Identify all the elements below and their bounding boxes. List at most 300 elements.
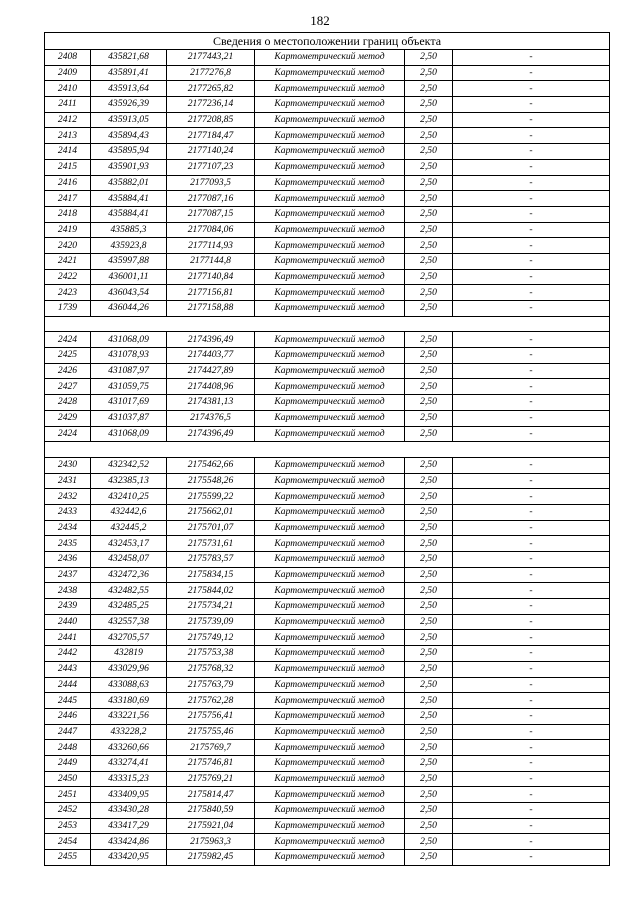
x-coordinate-cell: 435997,88 xyxy=(91,253,167,269)
table-row xyxy=(45,301,610,317)
point-number-cell: 2410 xyxy=(45,81,91,97)
table-row xyxy=(45,599,610,615)
method-cell: Картометрический метод xyxy=(255,97,405,113)
description-cell: - xyxy=(453,504,610,520)
accuracy-cell: 2,50 xyxy=(405,473,453,489)
accuracy-cell: 2,50 xyxy=(405,348,453,364)
y-coordinate-cell: 2177276,8 xyxy=(167,65,255,81)
point-number-cell: 2437 xyxy=(45,567,91,583)
x-coordinate-cell: 432385,13 xyxy=(91,473,167,489)
x-coordinate-cell: 433274,41 xyxy=(91,755,167,771)
method-cell: Картометрический метод xyxy=(255,630,405,646)
point-number-cell: 1739 xyxy=(45,301,91,317)
table-row xyxy=(45,787,610,803)
x-coordinate-cell: 433228,2 xyxy=(91,724,167,740)
description-cell: - xyxy=(453,457,610,473)
description-cell: - xyxy=(453,269,610,285)
y-coordinate-cell: 2177236,14 xyxy=(167,97,255,113)
method-cell: Картометрический метод xyxy=(255,65,405,81)
x-coordinate-cell: 432472,36 xyxy=(91,567,167,583)
y-coordinate-cell: 2174403,77 xyxy=(167,348,255,364)
description-cell: - xyxy=(453,332,610,348)
table-row xyxy=(45,81,610,97)
description-cell: - xyxy=(453,253,610,269)
table-row xyxy=(45,65,610,81)
method-cell: Картометрический метод xyxy=(255,599,405,615)
table-row xyxy=(45,661,610,677)
y-coordinate-cell: 2177140,84 xyxy=(167,269,255,285)
method-cell: Картометрический метод xyxy=(255,771,405,787)
table-row xyxy=(45,504,610,520)
description-cell: - xyxy=(453,803,610,819)
accuracy-cell: 2,50 xyxy=(405,222,453,238)
y-coordinate-cell: 2174376,5 xyxy=(167,410,255,426)
method-cell: Картометрический метод xyxy=(255,301,405,317)
accuracy-cell: 2,50 xyxy=(405,206,453,222)
point-number-cell: 2411 xyxy=(45,97,91,113)
y-coordinate-cell: 2175768,32 xyxy=(167,661,255,677)
point-number-cell: 2424 xyxy=(45,426,91,442)
table-row xyxy=(45,536,610,552)
accuracy-cell: 2,50 xyxy=(405,630,453,646)
accuracy-cell: 2,50 xyxy=(405,65,453,81)
point-number-cell: 2430 xyxy=(45,457,91,473)
table-row xyxy=(45,159,610,175)
point-number-cell: 2443 xyxy=(45,661,91,677)
method-cell: Картометрический метод xyxy=(255,489,405,505)
accuracy-cell: 2,50 xyxy=(405,708,453,724)
point-number-cell: 2409 xyxy=(45,65,91,81)
x-coordinate-cell: 431068,09 xyxy=(91,332,167,348)
y-coordinate-cell: 2177144,8 xyxy=(167,253,255,269)
table-row xyxy=(45,238,610,254)
point-number-cell: 2451 xyxy=(45,787,91,803)
point-number-cell: 2454 xyxy=(45,834,91,850)
method-cell: Картометрический метод xyxy=(255,583,405,599)
table-row xyxy=(45,520,610,536)
point-number-cell: 2442 xyxy=(45,646,91,662)
x-coordinate-cell: 433430,28 xyxy=(91,803,167,819)
accuracy-cell: 2,50 xyxy=(405,724,453,740)
description-cell: - xyxy=(453,693,610,709)
accuracy-cell: 2,50 xyxy=(405,301,453,317)
point-number-cell: 2427 xyxy=(45,379,91,395)
description-cell: - xyxy=(453,175,610,191)
y-coordinate-cell: 2177158,88 xyxy=(167,301,255,317)
accuracy-cell: 2,50 xyxy=(405,489,453,505)
point-number-cell: 2429 xyxy=(45,410,91,426)
y-coordinate-cell: 2175834,15 xyxy=(167,567,255,583)
x-coordinate-cell: 433424,86 xyxy=(91,834,167,850)
y-coordinate-cell: 2175769,21 xyxy=(167,771,255,787)
point-number-cell: 2412 xyxy=(45,112,91,128)
accuracy-cell: 2,50 xyxy=(405,112,453,128)
description-cell: - xyxy=(453,708,610,724)
point-number-cell: 2433 xyxy=(45,504,91,520)
description-cell: - xyxy=(453,285,610,301)
method-cell: Картометрический метод xyxy=(255,646,405,662)
method-cell: Картометрический метод xyxy=(255,410,405,426)
table-row xyxy=(45,583,610,599)
method-cell: Картометрический метод xyxy=(255,379,405,395)
table-row xyxy=(45,410,610,426)
description-cell: - xyxy=(453,724,610,740)
x-coordinate-cell: 432442,6 xyxy=(91,504,167,520)
table-row xyxy=(45,50,610,66)
description-cell: - xyxy=(453,567,610,583)
accuracy-cell: 2,50 xyxy=(405,144,453,160)
method-cell: Картометрический метод xyxy=(255,159,405,175)
x-coordinate-cell: 433315,23 xyxy=(91,771,167,787)
x-coordinate-cell: 435884,41 xyxy=(91,206,167,222)
method-cell: Картометрический метод xyxy=(255,206,405,222)
accuracy-cell: 2,50 xyxy=(405,175,453,191)
table-row xyxy=(45,850,610,866)
point-number-cell: 2432 xyxy=(45,489,91,505)
accuracy-cell: 2,50 xyxy=(405,787,453,803)
table-row xyxy=(45,426,610,442)
method-cell: Картометрический метод xyxy=(255,285,405,301)
x-coordinate-cell: 432410,25 xyxy=(91,489,167,505)
y-coordinate-cell: 2174408,96 xyxy=(167,379,255,395)
description-cell: - xyxy=(453,159,610,175)
accuracy-cell: 2,50 xyxy=(405,818,453,834)
accuracy-cell: 2,50 xyxy=(405,661,453,677)
point-number-cell: 2408 xyxy=(45,50,91,66)
x-coordinate-cell: 433029,96 xyxy=(91,661,167,677)
point-number-cell: 2436 xyxy=(45,552,91,568)
separator-cell xyxy=(45,442,610,458)
description-cell: - xyxy=(453,395,610,411)
method-cell: Картометрический метод xyxy=(255,253,405,269)
description-cell: - xyxy=(453,583,610,599)
table-row xyxy=(45,771,610,787)
accuracy-cell: 2,50 xyxy=(405,599,453,615)
x-coordinate-cell: 431059,75 xyxy=(91,379,167,395)
description-cell: - xyxy=(453,473,610,489)
method-cell: Картометрический метод xyxy=(255,504,405,520)
table-row xyxy=(45,834,610,850)
method-cell: Картометрический метод xyxy=(255,112,405,128)
description-cell: - xyxy=(453,599,610,615)
accuracy-cell: 2,50 xyxy=(405,457,453,473)
point-number-cell: 2420 xyxy=(45,238,91,254)
table-row xyxy=(45,379,610,395)
accuracy-cell: 2,50 xyxy=(405,583,453,599)
table-row xyxy=(45,646,610,662)
y-coordinate-cell: 2175814,47 xyxy=(167,787,255,803)
table-row xyxy=(45,567,610,583)
accuracy-cell: 2,50 xyxy=(405,253,453,269)
table-row xyxy=(45,803,610,819)
point-number-cell: 2413 xyxy=(45,128,91,144)
method-cell: Картометрический метод xyxy=(255,238,405,254)
description-cell: - xyxy=(453,238,610,254)
description-cell: - xyxy=(453,536,610,552)
description-cell: - xyxy=(453,677,610,693)
x-coordinate-cell: 433180,69 xyxy=(91,693,167,709)
method-cell: Картометрический метод xyxy=(255,567,405,583)
accuracy-cell: 2,50 xyxy=(405,614,453,630)
method-cell: Картометрический метод xyxy=(255,834,405,850)
accuracy-cell: 2,50 xyxy=(405,379,453,395)
x-coordinate-cell: 435891,41 xyxy=(91,65,167,81)
y-coordinate-cell: 2177265,82 xyxy=(167,81,255,97)
x-coordinate-cell: 433221,56 xyxy=(91,708,167,724)
y-coordinate-cell: 2175844,02 xyxy=(167,583,255,599)
point-number-cell: 2447 xyxy=(45,724,91,740)
description-cell: - xyxy=(453,630,610,646)
description-cell: - xyxy=(453,426,610,442)
description-cell: - xyxy=(453,65,610,81)
accuracy-cell: 2,50 xyxy=(405,128,453,144)
point-number-cell: 2417 xyxy=(45,191,91,207)
x-coordinate-cell: 432445,2 xyxy=(91,520,167,536)
point-number-cell: 2445 xyxy=(45,693,91,709)
table-row xyxy=(45,253,610,269)
accuracy-cell: 2,50 xyxy=(405,850,453,866)
table-row xyxy=(45,755,610,771)
x-coordinate-cell: 436001,11 xyxy=(91,269,167,285)
description-cell: - xyxy=(453,850,610,866)
x-coordinate-cell: 435895,94 xyxy=(91,144,167,160)
description-cell: - xyxy=(453,740,610,756)
table-row xyxy=(45,363,610,379)
method-cell: Картометрический метод xyxy=(255,552,405,568)
table-row xyxy=(45,222,610,238)
y-coordinate-cell: 2175746,81 xyxy=(167,755,255,771)
point-number-cell: 2425 xyxy=(45,348,91,364)
accuracy-cell: 2,50 xyxy=(405,536,453,552)
accuracy-cell: 2,50 xyxy=(405,410,453,426)
table-row xyxy=(45,128,610,144)
y-coordinate-cell: 2175921,04 xyxy=(167,818,255,834)
method-cell: Картометрический метод xyxy=(255,818,405,834)
point-number-cell: 2414 xyxy=(45,144,91,160)
method-cell: Картометрический метод xyxy=(255,677,405,693)
table-row xyxy=(45,332,610,348)
y-coordinate-cell: 2175701,07 xyxy=(167,520,255,536)
description-cell: - xyxy=(453,614,610,630)
description-cell: - xyxy=(453,489,610,505)
description-cell: - xyxy=(453,834,610,850)
description-cell: - xyxy=(453,410,610,426)
accuracy-cell: 2,50 xyxy=(405,269,453,285)
x-coordinate-cell: 431068,09 xyxy=(91,426,167,442)
table-row xyxy=(45,740,610,756)
accuracy-cell: 2,50 xyxy=(405,159,453,175)
accuracy-cell: 2,50 xyxy=(405,191,453,207)
table-row xyxy=(45,693,610,709)
accuracy-cell: 2,50 xyxy=(405,740,453,756)
table-row xyxy=(45,457,610,473)
table-row xyxy=(45,191,610,207)
y-coordinate-cell: 2175734,21 xyxy=(167,599,255,615)
method-cell: Картометрический метод xyxy=(255,787,405,803)
x-coordinate-cell: 435882,01 xyxy=(91,175,167,191)
point-number-cell: 2441 xyxy=(45,630,91,646)
x-coordinate-cell: 435901,93 xyxy=(91,159,167,175)
point-number-cell: 2435 xyxy=(45,536,91,552)
y-coordinate-cell: 2177208,85 xyxy=(167,112,255,128)
method-cell: Картометрический метод xyxy=(255,693,405,709)
method-cell: Картометрический метод xyxy=(255,191,405,207)
description-cell: - xyxy=(453,81,610,97)
y-coordinate-cell: 2177443,21 xyxy=(167,50,255,66)
y-coordinate-cell: 2175763,79 xyxy=(167,677,255,693)
point-number-cell: 2444 xyxy=(45,677,91,693)
description-cell: - xyxy=(453,191,610,207)
table-row xyxy=(45,473,610,489)
description-cell: - xyxy=(453,301,610,317)
table-title: Сведения о местоположении границ объекта xyxy=(45,33,610,50)
y-coordinate-cell: 2177140,24 xyxy=(167,144,255,160)
table-row xyxy=(45,97,610,113)
y-coordinate-cell: 2175963,3 xyxy=(167,834,255,850)
table-row xyxy=(45,285,610,301)
point-number-cell: 2418 xyxy=(45,206,91,222)
table-row xyxy=(45,144,610,160)
accuracy-cell: 2,50 xyxy=(405,395,453,411)
method-cell: Картометрический метод xyxy=(255,724,405,740)
method-cell: Картометрический метод xyxy=(255,457,405,473)
x-coordinate-cell: 433420,95 xyxy=(91,850,167,866)
accuracy-cell: 2,50 xyxy=(405,646,453,662)
point-number-cell: 2434 xyxy=(45,520,91,536)
description-cell: - xyxy=(453,818,610,834)
x-coordinate-cell: 435913,64 xyxy=(91,81,167,97)
table-row xyxy=(45,206,610,222)
table-row xyxy=(45,724,610,740)
y-coordinate-cell: 2177084,06 xyxy=(167,222,255,238)
description-cell: - xyxy=(453,97,610,113)
y-coordinate-cell: 2175462,66 xyxy=(167,457,255,473)
table-row xyxy=(45,708,610,724)
method-cell: Картометрический метод xyxy=(255,363,405,379)
method-cell: Картометрический метод xyxy=(255,614,405,630)
x-coordinate-cell: 433417,29 xyxy=(91,818,167,834)
table-row xyxy=(45,348,610,364)
point-number-cell: 2422 xyxy=(45,269,91,285)
x-coordinate-cell: 433088,63 xyxy=(91,677,167,693)
x-coordinate-cell: 435885,3 xyxy=(91,222,167,238)
x-coordinate-cell: 435884,41 xyxy=(91,191,167,207)
x-coordinate-cell: 433409,95 xyxy=(91,787,167,803)
y-coordinate-cell: 2177107,23 xyxy=(167,159,255,175)
description-cell: - xyxy=(453,128,610,144)
description-cell: - xyxy=(453,363,610,379)
method-cell: Картометрический метод xyxy=(255,332,405,348)
x-coordinate-cell: 432458,07 xyxy=(91,552,167,568)
accuracy-cell: 2,50 xyxy=(405,567,453,583)
accuracy-cell: 2,50 xyxy=(405,426,453,442)
y-coordinate-cell: 2175548,26 xyxy=(167,473,255,489)
y-coordinate-cell: 2177093,5 xyxy=(167,175,255,191)
point-number-cell: 2438 xyxy=(45,583,91,599)
x-coordinate-cell: 435894,43 xyxy=(91,128,167,144)
description-cell: - xyxy=(453,379,610,395)
x-coordinate-cell: 432557,38 xyxy=(91,614,167,630)
description-cell: - xyxy=(453,661,610,677)
x-coordinate-cell: 433260,66 xyxy=(91,740,167,756)
method-cell: Картометрический метод xyxy=(255,222,405,238)
accuracy-cell: 2,50 xyxy=(405,363,453,379)
accuracy-cell: 2,50 xyxy=(405,504,453,520)
method-cell: Картометрический метод xyxy=(255,426,405,442)
y-coordinate-cell: 2175769,7 xyxy=(167,740,255,756)
description-cell: - xyxy=(453,50,610,66)
y-coordinate-cell: 2175662,01 xyxy=(167,504,255,520)
point-number-cell: 2424 xyxy=(45,332,91,348)
accuracy-cell: 2,50 xyxy=(405,771,453,787)
point-number-cell: 2428 xyxy=(45,395,91,411)
point-number-cell: 2421 xyxy=(45,253,91,269)
method-cell: Картометрический метод xyxy=(255,850,405,866)
point-number-cell: 2419 xyxy=(45,222,91,238)
method-cell: Картометрический метод xyxy=(255,473,405,489)
accuracy-cell: 2,50 xyxy=(405,285,453,301)
accuracy-cell: 2,50 xyxy=(405,50,453,66)
method-cell: Картометрический метод xyxy=(255,348,405,364)
method-cell: Картометрический метод xyxy=(255,81,405,97)
method-cell: Картометрический метод xyxy=(255,803,405,819)
x-coordinate-cell: 435926,39 xyxy=(91,97,167,113)
x-coordinate-cell: 435913,05 xyxy=(91,112,167,128)
table-row xyxy=(45,269,610,285)
point-number-cell: 2415 xyxy=(45,159,91,175)
description-cell: - xyxy=(453,144,610,160)
table-row xyxy=(45,630,610,646)
accuracy-cell: 2,50 xyxy=(405,97,453,113)
accuracy-cell: 2,50 xyxy=(405,693,453,709)
accuracy-cell: 2,50 xyxy=(405,238,453,254)
x-coordinate-cell: 432453,17 xyxy=(91,536,167,552)
point-number-cell: 2453 xyxy=(45,818,91,834)
y-coordinate-cell: 2177087,15 xyxy=(167,206,255,222)
y-coordinate-cell: 2174427,89 xyxy=(167,363,255,379)
point-number-cell: 2440 xyxy=(45,614,91,630)
section-separator-row xyxy=(45,316,610,332)
y-coordinate-cell: 2175755,46 xyxy=(167,724,255,740)
method-cell: Картометрический метод xyxy=(255,536,405,552)
y-coordinate-cell: 2177114,93 xyxy=(167,238,255,254)
point-number-cell: 2423 xyxy=(45,285,91,301)
table-row xyxy=(45,489,610,505)
description-cell: - xyxy=(453,520,610,536)
description-cell: - xyxy=(453,771,610,787)
accuracy-cell: 2,50 xyxy=(405,520,453,536)
method-cell: Картометрический метод xyxy=(255,755,405,771)
accuracy-cell: 2,50 xyxy=(405,81,453,97)
method-cell: Картометрический метод xyxy=(255,708,405,724)
section-separator-row xyxy=(45,442,610,458)
method-cell: Картометрический метод xyxy=(255,144,405,160)
table-row xyxy=(45,395,610,411)
y-coordinate-cell: 2175749,12 xyxy=(167,630,255,646)
description-cell: - xyxy=(453,552,610,568)
point-number-cell: 2452 xyxy=(45,803,91,819)
y-coordinate-cell: 2177184,47 xyxy=(167,128,255,144)
method-cell: Картометрический метод xyxy=(255,520,405,536)
y-coordinate-cell: 2174396,49 xyxy=(167,426,255,442)
table-row xyxy=(45,818,610,834)
x-coordinate-cell: 431017,69 xyxy=(91,395,167,411)
table-body xyxy=(45,50,610,866)
point-number-cell: 2416 xyxy=(45,175,91,191)
method-cell: Картометрический метод xyxy=(255,395,405,411)
y-coordinate-cell: 2175982,45 xyxy=(167,850,255,866)
y-coordinate-cell: 2177087,16 xyxy=(167,191,255,207)
